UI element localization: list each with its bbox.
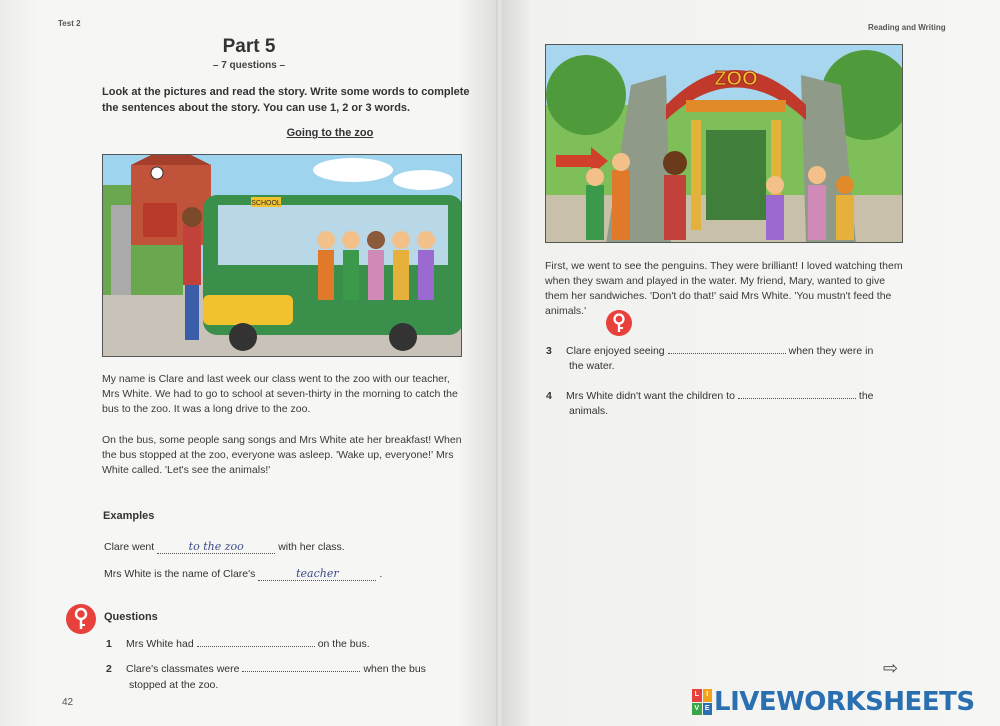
story-paragraph-3: First, we went to see the penguins. They were brilliant! I loved watching them when they swam and played in the water. My friend, Mary, wanted to give them her sandwiches. 'Don't do that!' said Mrs White. 'You mustn't feed the animals.' [545, 260, 903, 317]
question-4 [546, 389, 874, 402]
question-3 [546, 344, 873, 357]
question-4-before: Mrs White didn't want the children to [566, 390, 735, 402]
questions-label: Questions [104, 611, 158, 623]
instructions: Look at the pictures and read the story. Write some words to complete the sentences about the story. You can use 1, 2 or 3 words. [102, 86, 470, 114]
question-3-continued: the water. [569, 360, 615, 372]
bus-picture [102, 154, 462, 357]
example-2-after: . [379, 568, 383, 580]
question-4-number: 4 [546, 390, 552, 402]
question-3-answer-field[interactable] [668, 344, 786, 354]
part-title: Part 5 [222, 36, 276, 57]
question-1-after: on the bus. [317, 638, 370, 650]
bus-sign: SCHOOL [251, 200, 281, 207]
part-subtitle: – 7 questions – [212, 60, 286, 71]
question-2-answer-field[interactable] [242, 662, 360, 672]
left-page [0, 0, 498, 726]
question-1-before: Mrs White had [126, 638, 194, 650]
example-2 [104, 567, 382, 581]
question-3-number: 3 [546, 345, 552, 357]
story-title: Going to the zoo [286, 127, 374, 139]
key-icon [66, 604, 96, 634]
example-1-before: Clare went [104, 541, 155, 553]
key-icon [606, 310, 632, 336]
example-2-before: Mrs White is the name of Clare's [104, 568, 256, 580]
logo-text: LIVEWORKSHEETS [714, 687, 975, 717]
question-4-continued: animals. [569, 405, 609, 417]
question-2-before: Clare's classmates were [126, 663, 240, 675]
section-header: Reading and Writing [868, 23, 946, 32]
question-3-before: Clare enjoyed seeing [566, 345, 665, 357]
question-4-answer-field[interactable] [738, 389, 856, 399]
logo-badge-icon: L I V E [692, 689, 712, 715]
question-4-after: the [858, 390, 874, 402]
question-2-number: 2 [106, 663, 112, 675]
story-paragraph-2: On the bus, some people sang songs and Mrs White ate her breakfast! When the bus stopped at the zoo, everyone was asleep. 'Wake up, everyone!' Mrs White called. 'Let's see the animals!' [102, 434, 462, 476]
question-3-after: when they were in [788, 345, 874, 357]
example-1-after: with her class. [278, 541, 345, 553]
page-number: 42 [62, 697, 74, 708]
question-1-answer-field[interactable] [197, 637, 315, 647]
story-paragraph-1: My name is Clare and last week our class went to the zoo with our teacher, Mrs White. We had to go to school at seven-thirty in the morning to catch the bus to the zoo. It was a long drive to the zoo. [102, 373, 458, 415]
example-2-answer: teacher [258, 567, 376, 581]
question-2 [106, 662, 426, 675]
zoo-picture [545, 44, 903, 243]
question-2-after: when the bus [363, 663, 426, 675]
liveworksheets-logo [692, 688, 975, 716]
question-1 [106, 637, 370, 650]
right-page [502, 0, 1000, 726]
zoo-sign: ZOO [714, 68, 758, 90]
next-page-arrow-icon[interactable]: ⇨ [883, 658, 899, 678]
test-header: Test 2 [58, 19, 81, 28]
example-1-answer: to the zoo [157, 540, 275, 554]
question-1-number: 1 [106, 638, 112, 650]
examples-label: Examples [103, 510, 155, 522]
example-1 [104, 540, 345, 554]
question-2-continued: stopped at the zoo. [129, 679, 219, 691]
